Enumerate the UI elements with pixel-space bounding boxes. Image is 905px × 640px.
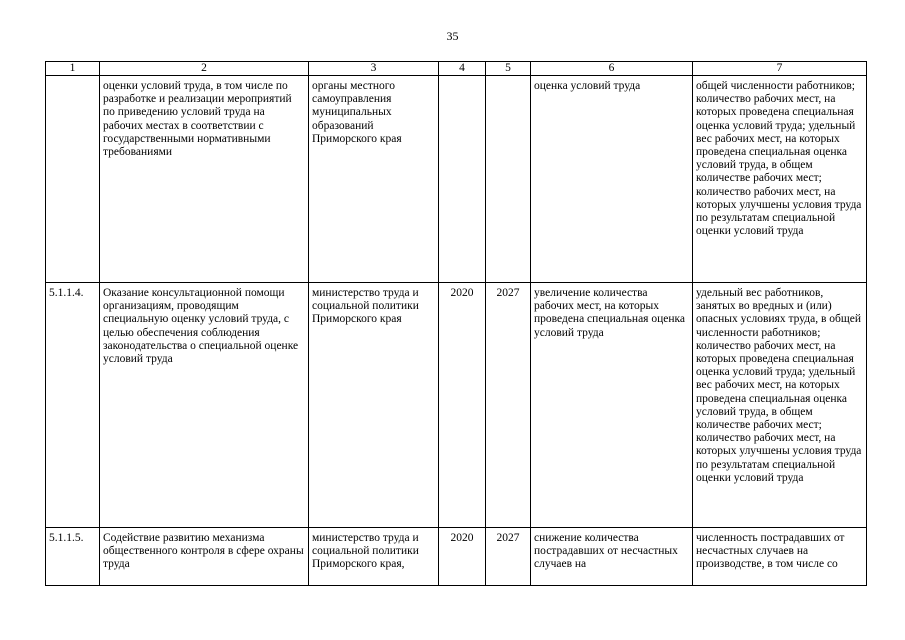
measure-name: Содействие развитию механизма общественного контроля в сфере охраны труда	[100, 528, 309, 586]
measure-name: Оказание консультационной помощи организациям, проводящим специальную оценку условий труда, с целью обеспечения соблюдения законодательства о специальной оценке условий труда	[100, 283, 309, 528]
end-year: 2027	[486, 528, 531, 586]
indicator: численность пострадавших от несчастных случаев на производстве, в том числе со	[693, 528, 867, 586]
column-number-row	[46, 62, 867, 76]
column-number: 6	[531, 62, 693, 76]
measures-table	[45, 61, 867, 586]
column-number: 4	[439, 62, 486, 76]
end-year: 2027	[486, 283, 531, 528]
row-code: 5.1.1.4.	[46, 283, 100, 528]
executor: органы местного самоуправления муниципальных образований Приморского края	[309, 76, 439, 283]
column-number: 3	[309, 62, 439, 76]
expected-result: снижение количества пострадавших от несчастных случаев на	[531, 528, 693, 586]
table-row	[46, 76, 867, 283]
start-year: 2020	[439, 283, 486, 528]
row-code: 5.1.1.5.	[46, 528, 100, 586]
row-code	[46, 76, 100, 283]
indicator: общей численности работников; количество рабочих мест, на которых проведена специальная оценка условий труда; удельный вес рабочих мест, на которых проведена специальная оценка условий труда, в общем количестве рабочих мест; количество рабочих мест, на которых улучшены условия труда по результатам специальной оценки условий труда	[693, 76, 867, 283]
column-number: 1	[46, 62, 100, 76]
end-year	[486, 76, 531, 283]
page-number: 35	[446, 29, 459, 43]
table-row	[46, 528, 867, 586]
executor: министерство труда и социальной политики Приморского края,	[309, 528, 439, 586]
column-number: 7	[693, 62, 867, 76]
measure-name: оценки условий труда, в том числе по разработке и реализации мероприятий по приведению условий труда на рабочих местах в соответствии с государственными нормативными требованиями	[100, 76, 309, 283]
table-row	[46, 283, 867, 528]
expected-result: увеличение количества рабочих мест, на которых проведена специальная оценка условий труда	[531, 283, 693, 528]
expected-result: оценка условий труда	[531, 76, 693, 283]
start-year: 2020	[439, 528, 486, 586]
column-number: 2	[100, 62, 309, 76]
column-number: 5	[486, 62, 531, 76]
indicator: удельный вес работников, занятых во вредных и (или) опасных условиях труда, в общей численности работников; количество рабочих мест, на которых проведена специальная оценка условий труда; удельный вес рабочих мест, на которых проведена специальная оценка условий труда, в общем количестве рабочих мест; количество рабочих мест, на которых улучшены условия труда по результатам специальной оценки условий труда	[693, 283, 867, 528]
start-year	[439, 76, 486, 283]
executor: министерство труда и социальной политики Приморского края	[309, 283, 439, 528]
